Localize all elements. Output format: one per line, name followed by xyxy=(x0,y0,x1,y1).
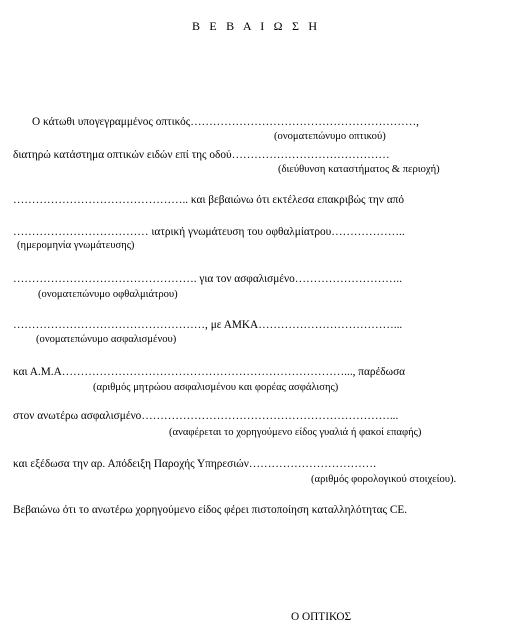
insured-amka-line: ……………………………………………, με ΑΜΚΑ………………………………... xyxy=(13,319,403,331)
ama-line: και Α.Μ.Α…………………………………………………………………..., παρέδωσα xyxy=(13,366,406,378)
prescription-statement-line: ……………………………………….. και βεβαιώνω ότι εκτέλεσα επακριβώς την από xyxy=(13,194,404,206)
ce-certification-line: Βεβαιώνω ότι το ανωτέρω χορηγούμενο είδος φέρει πιστοποίηση καταλληλότητας CE. xyxy=(13,504,408,516)
receipt-line: και εξέδωσα την αρ. Απόδειξη Παροχής Υπηρεσιών……………………………. xyxy=(13,458,376,470)
optician-signature-label: Ο ΟΠΤΙΚΟΣ xyxy=(291,611,352,623)
prescription-date-hint: (ημερομηνία γνωμάτευσης) xyxy=(17,240,135,251)
optician-name-line: Ο κάτωθι υπογεγραμμένος οπτικός……………………………………………………, xyxy=(32,116,419,128)
optician-name-hint: (ονοματεπώνυμο οπτικού) xyxy=(274,131,386,142)
delivered-item-hint: (αναφέρεται το χορηγούμενο είδος γυαλιά ή φακοί επαφής) xyxy=(169,427,422,438)
store-address-hint: (διεύθυνση καταστήματος & περιοχή) xyxy=(278,164,440,175)
ophthalmologist-hint: (ονοματεπώνυμο οφθαλμιάτρου) xyxy=(38,289,178,300)
insured-name-hint: (ονοματεπώνυμο ασφαλισμένου) xyxy=(36,334,177,345)
ophthalmologist-line: …………………………………………. για τον ασφαλισμένο……………………….. xyxy=(13,273,403,285)
receipt-hint: (αριθμός φορολογικού στοιχείου). xyxy=(311,474,457,485)
delivered-item-line: στον ανωτέρω ασφαλισμένο…………………………………………………………... xyxy=(13,410,399,422)
document-title: Β Ε Β Α Ι Ω Σ Η xyxy=(192,19,321,33)
ama-hint: (αριθμός μητρώου ασφαλισμένου και φορέας ασφάλισης) xyxy=(93,382,339,393)
prescription-date-line: ……………………………… ιατρική γνωμάτευση του οφθαλμίατρου……………….. xyxy=(13,226,405,238)
store-address-line: διατηρώ κατάστημα οπτικών ειδών επί της οδού…………………………………… xyxy=(13,149,390,161)
